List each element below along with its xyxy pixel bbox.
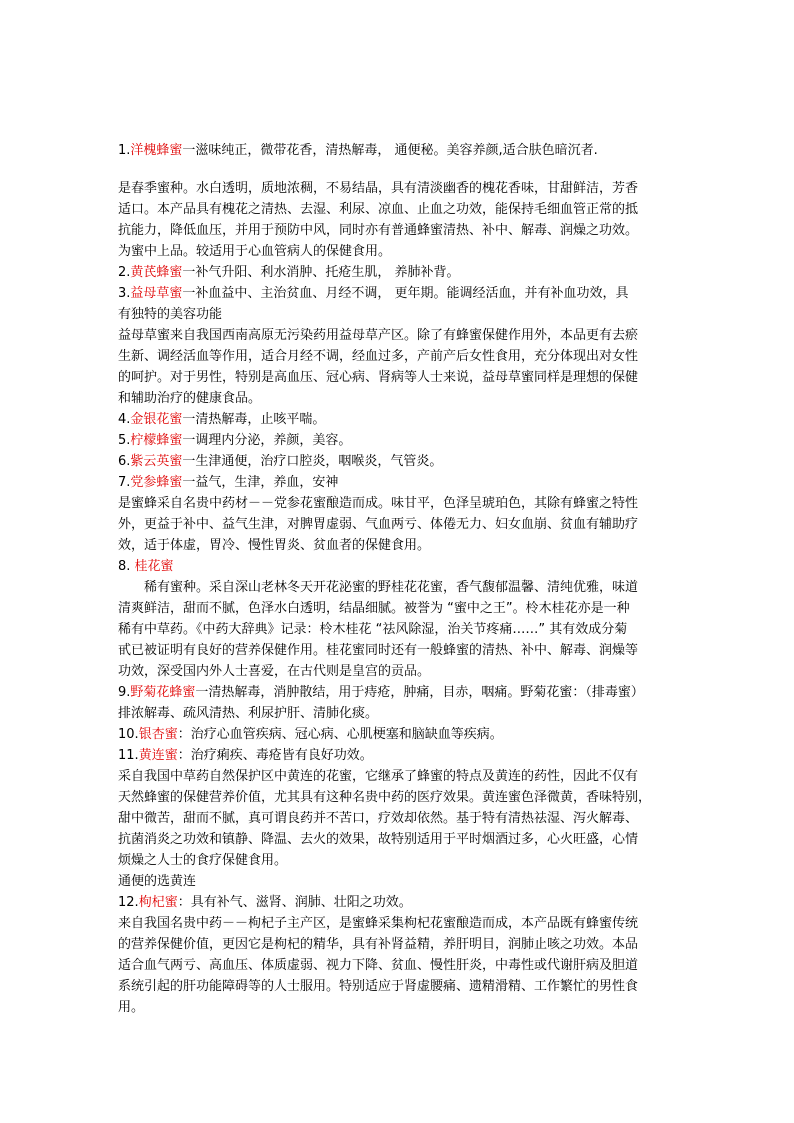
- paragraph-line: 有独特的美容功能: [118, 307, 223, 322]
- entry-2-heading: [118, 262, 678, 283]
- honey-name: 党参蜂蜜: [130, 475, 183, 490]
- paragraph-line: 排浓解毒、疏风清热、利尿护肝、清肺化痰。: [118, 706, 379, 721]
- paragraph-line: 甙已被证明有良好的营养保健作用。桂花蜜同时还有一般蜂蜜的清热、补中、解毒、润燥等: [118, 643, 639, 658]
- document-body: [118, 140, 678, 1018]
- paragraph-line: 为蜜中上品。较适用于心血管病人的保健食用。: [118, 244, 392, 259]
- entry-number: 10.: [118, 727, 139, 742]
- paragraph-line: 是蜜蜂采自名贵中药材－－党参花蜜酿造而成。味甘平，色泽呈琥珀色，其除有蜂蜜之特性: [118, 496, 639, 511]
- entry-number: 7.: [118, 475, 131, 490]
- entry-10-heading: [118, 724, 678, 745]
- entry-1-heading: [118, 140, 678, 161]
- paragraph-line: 功效，深受国内外人士喜爱，在古代则是皇宫的贡品。: [118, 664, 431, 679]
- entry-number: 2.: [118, 265, 131, 280]
- entry-summary: 一生津通便，治疗口腔炎，咽喉炎，气管炎。: [182, 454, 443, 469]
- paragraph-line: 烦燥之人士的食疗保健食用。: [118, 853, 288, 868]
- paragraph-line: 来自我国名贵中药－－枸杞子主产区，是蜜蜂采集枸杞花蜜酿造而成，本产品既有蜂蜜传统: [118, 916, 639, 931]
- entry-summary: 一补血益中、主治贫血、月经不调， 更年期。能调经活血，并有补血功效，具: [182, 286, 629, 301]
- entry-number: 3.: [118, 286, 131, 301]
- entry-number: 9.: [118, 685, 131, 700]
- paragraph-line: 益母草蜜来自我国西南高原无污染药用益母草产区。除了有蜂蜜保健作用外，本品更有去瘀: [118, 328, 639, 343]
- paragraph-line: 是春季蜜种。水白透明，质地浓稠，不易结晶，具有清淡幽香的槐花香味，甘甜鲜洁，芳香: [118, 181, 639, 196]
- entry-summary: ：治疗心血管疾病、冠心病、心肌梗塞和脑缺血等疾病。: [177, 727, 503, 742]
- entry-9-heading: [118, 682, 678, 703]
- paragraph-line: 和辅助治疗的健康食品。: [118, 391, 262, 406]
- honey-name: 桂花蜜: [134, 559, 174, 574]
- paragraph-line: 清爽鲜洁，甜而不腻，色泽水白透明，结晶细腻。被誉为 “蜜中之王”。柃木桂花亦是一种: [118, 601, 630, 616]
- paragraph-line: 适口。本产品具有槐花之清热、去湿、利尿、凉血、止血之功效，能保持毛细血管正常的抵: [118, 202, 639, 217]
- honey-name: 银杏蜜: [138, 727, 178, 742]
- paragraph-line: 稀有蜜种。采自深山老林冬天开花泌蜜的野桂花花蜜，香气馥郁温馨、清纯优雅，味道: [144, 580, 639, 595]
- paragraph-line: 的呵护。对于男性，特别是高血压、冠心病、肾病等人士来说，益母草蜜同样是理想的保健: [118, 370, 639, 385]
- entry-7-heading: [118, 472, 678, 493]
- honey-name: 洋槐蜂蜜: [130, 143, 183, 158]
- paragraph-line: 甜中微苦，甜而不腻，真可谓良药并不苦口，疗效却依然。基于特有清热祛湿、泻火解毒、: [118, 811, 639, 826]
- entry-number: 4.: [118, 412, 131, 427]
- entry-summary: 一清热解毒，消肿散结，用于痔疮，肿痛，目赤，咽痛。野菊花蜜：（排毒蜜）: [195, 685, 644, 700]
- entry-4-heading: [118, 409, 678, 430]
- entry-summary: ：具有补气、滋肾、润肺、壮阳之功效。: [177, 895, 412, 910]
- entry-3-heading: [118, 283, 678, 304]
- paragraph-line: 外，更益于补中、益气生津，对脾胃虚弱、气血两亏、体倦无力、妇女血崩、贫血有辅助疗: [118, 517, 639, 532]
- entry-summary: ：治疗痢疾、毒疮皆有良好功效。: [177, 748, 373, 763]
- honey-name: 紫云英蜜: [130, 454, 183, 469]
- entry-summary: 一清热解毒，止咳平喘。: [182, 412, 326, 427]
- entry-8-heading: [118, 556, 678, 577]
- entry-number: 1.: [118, 143, 131, 158]
- honey-name: 益母草蜜: [130, 286, 183, 301]
- paragraph-line: 适合血气两亏、高血压、体质虚弱、视力下降、贫血、慢性肝炎，中毒性或代谢肝病及胆道: [118, 958, 639, 973]
- entry-summary: 一益气，生津，养血，安神: [182, 475, 339, 490]
- honey-name: 黄芪蜂蜜: [130, 265, 183, 280]
- entry-summary: 一滋味纯正，微带花香，清热解毒， 通便秘。美容养颜,适合肤色暗沉者.: [182, 143, 598, 158]
- honey-name: 柠檬蜂蜜: [130, 433, 183, 448]
- blank-line: [118, 161, 678, 178]
- paragraph-line: 的营养保健价值，更因它是枸杞的精华，具有补肾益精，养肝明目，润肺止咳之功效。本品: [118, 937, 639, 952]
- entry-number: 5.: [118, 433, 131, 448]
- paragraph-line: 效，适于体虚，胃冷、慢性胃炎、贫血者的保健食用。: [118, 538, 431, 553]
- paragraph-line: 系统引起的肝功能障碍等的人士服用。特别适应于肾虚腰痛、遗精滑精、工作繁忙的男性食: [118, 979, 639, 994]
- entry-number: 8.: [118, 559, 135, 574]
- paragraph-line: 天然蜂蜜的保健营养价值，尤其具有这种名贵中药的医疗效果。黄连蜜色泽微黄，香味特别，: [118, 790, 652, 805]
- paragraph-line: 抗菌消炎之功效和镇静、降温、去火的效果，故特别适用于平时烟酒过多，心火旺盛，心情: [118, 832, 639, 847]
- honey-name: 黄连蜜: [138, 748, 178, 763]
- paragraph-line: 生新、调经活血等作用，适合月经不调，经血过多，产前产后女性食用，充分体现出对女性: [118, 349, 639, 364]
- entry-number: 6.: [118, 454, 131, 469]
- honey-name: 枸杞蜜: [138, 895, 178, 910]
- entry-number: 12.: [118, 895, 139, 910]
- paragraph-line: 用。: [118, 1000, 145, 1015]
- entry-6-heading: [118, 451, 678, 472]
- entry-summary: 一补气升阳、利水消肿、托疮生肌， 养肺补背。: [182, 265, 460, 280]
- entry-12-heading: [118, 892, 678, 913]
- entry-summary: 一调理内分泌，养颜，美容。: [182, 433, 352, 448]
- entry-number: 11.: [118, 748, 139, 763]
- entry-5-heading: [118, 430, 678, 451]
- paragraph-line: 采自我国中草药自然保护区中黄连的花蜜，它继承了蜂蜜的特点及黄连的药性，因此不仅有: [118, 769, 639, 784]
- paragraph-line: 通便的选黄连: [118, 874, 197, 889]
- paragraph-line: 稀有中草药。《中药大辞典》记录：柃木桂花 “祛风除湿，治关节疼痛……” 其有效成分菊: [118, 622, 628, 637]
- paragraph-line: 抗能力，降低血压，并用于预防中风，同时亦有普通蜂蜜清热、补中、解毒、润燥之功效。: [118, 223, 639, 238]
- honey-name: 野菊花蜂蜜: [130, 685, 196, 700]
- honey-name: 金银花蜜: [130, 412, 183, 427]
- entry-11-heading: [118, 745, 678, 766]
